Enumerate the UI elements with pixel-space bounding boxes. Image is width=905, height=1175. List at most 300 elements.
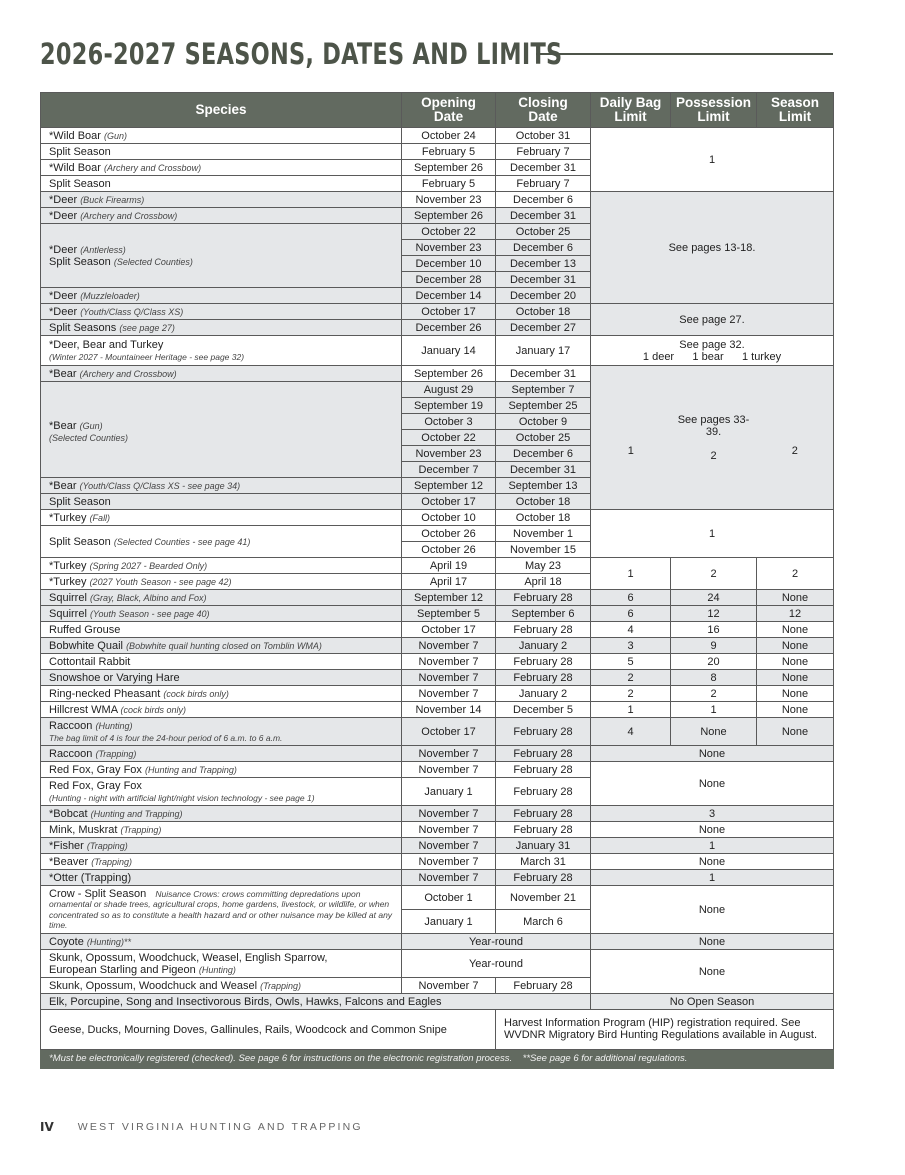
- table-row: [41, 1010, 834, 1050]
- season-limit: None: [757, 686, 834, 702]
- limit-cell: 3: [591, 806, 834, 822]
- species-name: Hillcrest WMA: [49, 703, 118, 716]
- closing-date: February 28: [496, 978, 591, 994]
- season-limit: None: [757, 702, 834, 718]
- species-qualifier: (Buck Firearms): [80, 194, 145, 205]
- species-cell: [41, 638, 402, 654]
- season-dates: Year-round: [402, 934, 591, 950]
- species-name: *Turkey: [49, 575, 87, 588]
- possession-limit: 24: [671, 590, 757, 606]
- opening-date: January 1: [402, 778, 496, 806]
- table-row: [41, 806, 834, 822]
- limit-cell: 1: [591, 838, 834, 854]
- opening-date: February 5: [402, 176, 496, 192]
- table-row: [41, 304, 834, 320]
- closing-date: February 28: [496, 806, 591, 822]
- closing-date: February 7: [496, 176, 591, 192]
- species-qualifier: (Spring 2027 - Bearded Only): [89, 560, 208, 571]
- opening-date: April 17: [402, 574, 496, 590]
- species-name: *Otter (Trapping): [49, 871, 132, 884]
- species-name: *Bear: [49, 367, 77, 380]
- species-name: *Deer: [49, 289, 78, 302]
- daily-limit: 4: [591, 718, 671, 746]
- limit-cell: See pages 13-18.: [591, 192, 834, 304]
- opening-date: January 14: [402, 336, 496, 366]
- species-cell: [41, 622, 402, 638]
- species-cell: [41, 806, 402, 822]
- species-name: Bobwhite Quail: [49, 639, 123, 652]
- limit-cell: None: [591, 822, 834, 838]
- closing-date: February 7: [496, 144, 591, 160]
- page-title: 2026-2027 SEASONS, DATES AND LIMITS: [40, 37, 563, 71]
- page-number: IV: [40, 1120, 54, 1134]
- table-row: [41, 336, 834, 366]
- possession-limit: 2: [671, 686, 757, 702]
- daily-limit: 1: [591, 366, 671, 510]
- opening-date: November 23: [402, 192, 496, 208]
- closing-date: February 28: [496, 746, 591, 762]
- closing-date: September 6: [496, 606, 591, 622]
- species-name: Snowshoe or Varying Hare: [49, 671, 180, 684]
- species-name: Crow - Split Season: [49, 887, 147, 900]
- species-name: Raccoon: [49, 747, 93, 760]
- species-cell: Split Season: [41, 176, 402, 192]
- opening-date: November 7: [402, 838, 496, 854]
- species-cell: [41, 606, 402, 622]
- split-qualifier: (Selected Counties): [113, 256, 193, 267]
- species-qualifier: (Hunting): [95, 720, 133, 731]
- opening-date: April 19: [402, 558, 496, 574]
- opening-date: December 14: [402, 288, 496, 304]
- opening-date: November 7: [402, 746, 496, 762]
- table-row: [41, 746, 834, 762]
- species-cell: [41, 702, 402, 718]
- table-row: [41, 718, 834, 746]
- closing-date: November 1: [496, 526, 591, 542]
- daily-limit: 4: [591, 622, 671, 638]
- species-cell: [41, 574, 402, 590]
- species-cell: [41, 366, 402, 382]
- header-opening-date: Opening Date: [402, 93, 496, 128]
- species-subnote: The bag limit of 4 is four the 24-hour period of 6 a.m. to 6 a.m.: [49, 732, 283, 743]
- closing-date: March 6: [496, 910, 591, 934]
- header-possession-limit: Possession Limit: [671, 93, 757, 128]
- species-name: *Beaver: [49, 855, 89, 868]
- species-name: Red Fox, Gray Fox: [49, 779, 142, 792]
- species-qualifier: (Muzzleloader): [80, 290, 140, 301]
- species-cell: [41, 590, 402, 606]
- species-cell: [41, 686, 402, 702]
- closing-date: December 27: [496, 320, 591, 336]
- closing-date: October 9: [496, 414, 591, 430]
- closing-date: September 25: [496, 398, 591, 414]
- opening-date: September 26: [402, 366, 496, 382]
- daily-limit: 6: [591, 590, 671, 606]
- opening-date: October 17: [402, 304, 496, 320]
- limit-cell: Harvest Information Program (HIP) registration required. See WVDNR Migratory Bird Hunting Regulations available in August.: [496, 1010, 834, 1050]
- split-label: Split Season: [49, 535, 111, 548]
- possession-value: 2: [710, 449, 717, 462]
- species-cell: Elk, Porcupine, Song and Insectivorous Birds, Owls, Hawks, Falcons and Eagles: [41, 994, 591, 1010]
- species-name: Ring-necked Pheasant: [49, 687, 161, 700]
- species-name: Squirrel: [49, 607, 87, 620]
- species-qualifier: (Trapping): [91, 856, 133, 867]
- table-row: [41, 622, 834, 638]
- possession-limit: 2: [671, 558, 757, 590]
- opening-date: November 23: [402, 240, 496, 256]
- opening-date: September 19: [402, 398, 496, 414]
- possession-limit: None: [671, 718, 757, 746]
- species-qualifier: (Youth/Class Q/Class XS): [80, 306, 184, 317]
- species-name: *Bear: [49, 420, 77, 432]
- opening-date: February 5: [402, 144, 496, 160]
- closing-date: March 31: [496, 854, 591, 870]
- limit-cell: None: [591, 886, 834, 934]
- daily-limit: 1: [591, 702, 671, 718]
- closing-date: February 28: [496, 654, 591, 670]
- publication-title: WEST VIRGINIA HUNTING AND TRAPPING: [77, 1121, 363, 1133]
- opening-date: January 1: [402, 910, 496, 934]
- season-limit: 2: [757, 366, 834, 510]
- closing-date: October 18: [496, 494, 591, 510]
- possession-limit: 12: [671, 606, 757, 622]
- table-row: [41, 606, 834, 622]
- possession-limit: 16: [671, 622, 757, 638]
- limit-breakdown: 1 deer 1 bear 1 turkey: [642, 350, 782, 363]
- opening-date: November 7: [402, 654, 496, 670]
- split-label: Split Seasons: [49, 321, 117, 334]
- opening-date: November 7: [402, 854, 496, 870]
- limit-cell: None: [591, 934, 834, 950]
- species-qualifier: (Youth Season - see page 40): [89, 608, 210, 619]
- species-cell: [41, 854, 402, 870]
- closing-date: December 31: [496, 462, 591, 478]
- opening-date: October 22: [402, 224, 496, 240]
- closing-date: October 25: [496, 224, 591, 240]
- closing-date: February 28: [496, 590, 591, 606]
- closing-date: December 6: [496, 240, 591, 256]
- species-subnote: Nuisance Crows: crows committing depredations upon ornamental or shade trees, agricultural crops, home gardens, livestock, or wildlife, or when concentrated so as to constitute a health hazard and or other nuisance may be killed at any time.: [49, 888, 393, 930]
- limit-cell: 1: [591, 510, 834, 558]
- closing-date: May 23: [496, 558, 591, 574]
- species-qualifier: (Youth/Class Q/Class XS - see page 34): [79, 480, 241, 491]
- opening-date: December 10: [402, 256, 496, 272]
- closing-date: January 31: [496, 838, 591, 854]
- season-limit: None: [757, 670, 834, 686]
- species-cell: [41, 304, 402, 320]
- table-row: [41, 510, 834, 526]
- opening-date: December 28: [402, 272, 496, 288]
- species-cell: [41, 934, 402, 950]
- species-cell: [41, 510, 402, 526]
- opening-date: September 12: [402, 478, 496, 494]
- species-name: Skunk, Opossum, Woodchuck and Weasel: [49, 979, 258, 992]
- species-qualifier: (Trapping): [260, 980, 302, 991]
- daily-limit: 2: [591, 686, 671, 702]
- header-closing-date: Closing Date: [496, 93, 591, 128]
- species-name: Ruffed Grouse: [49, 623, 121, 636]
- closing-date: January 17: [496, 336, 591, 366]
- species-qualifier: (2027 Youth Season - see page 42): [89, 576, 232, 587]
- opening-date: September 5: [402, 606, 496, 622]
- closing-date: December 31: [496, 366, 591, 382]
- possession-limit: 9: [671, 638, 757, 654]
- closing-date: December 31: [496, 208, 591, 224]
- table-row: [41, 950, 834, 978]
- closing-date: December 13: [496, 256, 591, 272]
- table-row: [41, 762, 834, 778]
- species-name: Squirrel: [49, 591, 87, 604]
- table-row: [41, 192, 834, 208]
- table-row: [41, 838, 834, 854]
- table-row: [41, 886, 834, 910]
- species-qualifier: (cock birds only): [163, 688, 229, 699]
- table-row: [41, 128, 834, 144]
- season-limit: 12: [757, 606, 834, 622]
- species-qualifier: (Gray, Black, Albino and Fox): [89, 592, 207, 603]
- species-cell: Geese, Ducks, Mourning Doves, Gallinules, Rails, Woodcock and Common Snipe: [41, 1010, 496, 1050]
- limit-note: See pages 33-39.: [677, 413, 750, 438]
- species-qualifier: (Hunting and Trapping): [144, 764, 237, 775]
- species-name: *Deer: [49, 193, 78, 206]
- opening-date: October 26: [402, 542, 496, 558]
- species-name: *Turkey: [49, 511, 87, 524]
- opening-date: October 26: [402, 526, 496, 542]
- closing-date: April 18: [496, 574, 591, 590]
- limit-cell: None: [591, 854, 834, 870]
- limit-cell: None: [591, 950, 834, 994]
- opening-date: August 29: [402, 382, 496, 398]
- species-subnote: (Winter 2027 - Mountaineer Heritage - see page 32): [49, 351, 245, 362]
- season-limit: None: [757, 638, 834, 654]
- closing-date: February 28: [496, 622, 591, 638]
- possession-limit: 1: [671, 702, 757, 718]
- page-footer: [40, 1120, 363, 1134]
- limit-cell: 1: [591, 128, 834, 192]
- species-qualifier: (Trapping): [86, 840, 128, 851]
- species-name: *Wild Boar: [49, 161, 101, 174]
- title-rule: [536, 53, 833, 55]
- species-name: *Deer: [49, 305, 78, 318]
- footnote-row: [41, 1050, 834, 1069]
- closing-date: February 28: [496, 718, 591, 746]
- species-qualifier: (Trapping): [95, 748, 137, 759]
- species-name: *Fisher: [49, 839, 84, 852]
- closing-date: December 31: [496, 160, 591, 176]
- table-row: [41, 702, 834, 718]
- species-name: Skunk, Opossum, Woodchuck, Weasel, English Sparrow, European Starling and Pigeon: [49, 951, 328, 976]
- closing-date: December 31: [496, 272, 591, 288]
- species-cell: [41, 558, 402, 574]
- daily-limit: 5: [591, 654, 671, 670]
- species-cell: [41, 288, 402, 304]
- opening-date: November 7: [402, 806, 496, 822]
- possession-limit: [671, 366, 757, 510]
- species-cell: [41, 320, 402, 336]
- table-row: [41, 686, 834, 702]
- opening-date: October 22: [402, 430, 496, 446]
- species-cell: [41, 746, 402, 762]
- species-name: Raccoon: [49, 719, 93, 732]
- table-row: [41, 670, 834, 686]
- species-qualifier: (Fall): [89, 512, 111, 523]
- opening-date: November 7: [402, 638, 496, 654]
- closing-date: September 13: [496, 478, 591, 494]
- split-qualifier: (Selected Counties - see page 41): [113, 536, 251, 547]
- closing-date: January 2: [496, 638, 591, 654]
- closing-date: November 15: [496, 542, 591, 558]
- opening-date: December 26: [402, 320, 496, 336]
- opening-date: September 26: [402, 160, 496, 176]
- species-name: *Bobcat: [49, 807, 88, 820]
- closing-date: February 28: [496, 670, 591, 686]
- table-row: [41, 854, 834, 870]
- opening-date: November 7: [402, 670, 496, 686]
- opening-date: October 17: [402, 622, 496, 638]
- species-cell: [41, 762, 402, 778]
- species-qualifier: (Archery and Crossbow): [80, 210, 178, 221]
- season-limit: None: [757, 622, 834, 638]
- species-qualifier: (Archery and Crossbow): [104, 162, 202, 173]
- species-cell: [41, 838, 402, 854]
- opening-date: September 26: [402, 208, 496, 224]
- opening-date: October 17: [402, 494, 496, 510]
- species-qualifier: (Archery and Crossbow): [79, 368, 177, 379]
- closing-date: October 31: [496, 128, 591, 144]
- closing-date: February 28: [496, 762, 591, 778]
- species-cell: [41, 160, 402, 176]
- closing-date: September 7: [496, 382, 591, 398]
- daily-limit: 1: [591, 558, 671, 590]
- species-subnote: (Selected Counties): [49, 433, 129, 443]
- opening-date: November 14: [402, 702, 496, 718]
- season-limit: None: [757, 718, 834, 746]
- table-row: [41, 822, 834, 838]
- species-cell: [41, 950, 402, 978]
- species-cell: [41, 670, 402, 686]
- species-cell: [41, 478, 402, 494]
- opening-date: November 23: [402, 446, 496, 462]
- limit-cell: None: [591, 746, 834, 762]
- table-row: [41, 934, 834, 950]
- opening-date: November 7: [402, 762, 496, 778]
- page-title-bar: [40, 36, 833, 72]
- species-cell: [41, 718, 402, 746]
- species-cell: [41, 654, 402, 670]
- table-row: [41, 638, 834, 654]
- species-name: *Bear: [49, 479, 77, 492]
- opening-date: October 17: [402, 718, 496, 746]
- opening-date: November 7: [402, 978, 496, 994]
- closing-date: February 28: [496, 822, 591, 838]
- limit-cell: 1: [591, 870, 834, 886]
- opening-date: October 3: [402, 414, 496, 430]
- closing-date: October 18: [496, 510, 591, 526]
- species-name: *Wild Boar: [49, 129, 101, 142]
- closing-date: December 6: [496, 192, 591, 208]
- header-row: [41, 93, 834, 128]
- opening-date: November 7: [402, 822, 496, 838]
- closing-date: November 21: [496, 886, 591, 910]
- split-qualifier: (see page 27): [119, 322, 175, 333]
- species-name: *Deer, Bear and Turkey: [49, 338, 164, 351]
- species-qualifier: (Trapping): [120, 824, 162, 835]
- species-cell: [41, 978, 402, 994]
- season-limit: None: [757, 654, 834, 670]
- species-name: Coyote: [49, 935, 84, 948]
- closing-date: October 25: [496, 430, 591, 446]
- species-qualifier: (cock birds only): [120, 704, 187, 715]
- opening-date: December 7: [402, 462, 496, 478]
- species-subnote: (Hunting - night with artificial light/night vision technology - see page 1): [49, 792, 315, 803]
- limit-cell: See page 27.: [591, 304, 834, 336]
- species-cell: [41, 526, 402, 558]
- table-row: [41, 366, 834, 382]
- species-cell: [41, 128, 402, 144]
- species-qualifier: (Hunting and Trapping): [90, 808, 183, 819]
- opening-date: September 12: [402, 590, 496, 606]
- closing-date: February 28: [496, 870, 591, 886]
- closing-date: December 6: [496, 446, 591, 462]
- species-cell: [41, 192, 402, 208]
- table-row: [41, 654, 834, 670]
- species-cell: Split Season: [41, 144, 402, 160]
- species-name: Red Fox, Gray Fox: [49, 763, 142, 776]
- footnote: *Must be electronically registered (checked). See page 6 for instructions on the electronic registration process. **See page 6 for additional regulations.: [41, 1050, 834, 1069]
- season-limit: 2: [757, 558, 834, 590]
- table-row: [41, 870, 834, 886]
- limit-note: See page 32.: [679, 338, 745, 351]
- species-cell: [41, 336, 402, 366]
- header-species: Species: [41, 93, 402, 128]
- opening-date: October 1: [402, 886, 496, 910]
- season-limit: None: [757, 590, 834, 606]
- species-qualifier: (Hunting): [198, 964, 236, 975]
- species-cell: [41, 224, 402, 288]
- species-qualifier: (Antlerless): [80, 244, 126, 255]
- seasons-table: [40, 92, 834, 1069]
- limit-cell: No Open Season: [591, 994, 834, 1010]
- species-qualifier: (Hunting)**: [86, 936, 131, 947]
- species-qualifier: (Gun): [79, 421, 103, 431]
- closing-date: December 5: [496, 702, 591, 718]
- daily-limit: 6: [591, 606, 671, 622]
- table-row: [41, 590, 834, 606]
- species-cell: [41, 382, 402, 478]
- possession-limit: 8: [671, 670, 757, 686]
- limit-cell: None: [591, 762, 834, 806]
- species-name: *Deer: [49, 243, 78, 256]
- limit-cell: [591, 336, 834, 366]
- species-cell: [41, 822, 402, 838]
- opening-date: November 7: [402, 870, 496, 886]
- split-label: Split Season: [49, 255, 111, 268]
- opening-date: October 10: [402, 510, 496, 526]
- species-name: Mink, Muskrat: [49, 823, 118, 836]
- species-name: Cottontail Rabbit: [49, 655, 131, 668]
- species-cell: [41, 886, 402, 934]
- daily-limit: 2: [591, 670, 671, 686]
- species-cell: [41, 778, 402, 806]
- season-dates: Year-round: [402, 950, 591, 978]
- opening-date: October 24: [402, 128, 496, 144]
- species-cell: Split Season: [41, 494, 402, 510]
- table-row: [41, 558, 834, 574]
- header-season-limit: Season Limit: [757, 93, 834, 128]
- species-qualifier: (Gun): [104, 130, 128, 141]
- daily-limit: 3: [591, 638, 671, 654]
- header-daily-bag-limit: Daily Bag Limit: [591, 93, 671, 128]
